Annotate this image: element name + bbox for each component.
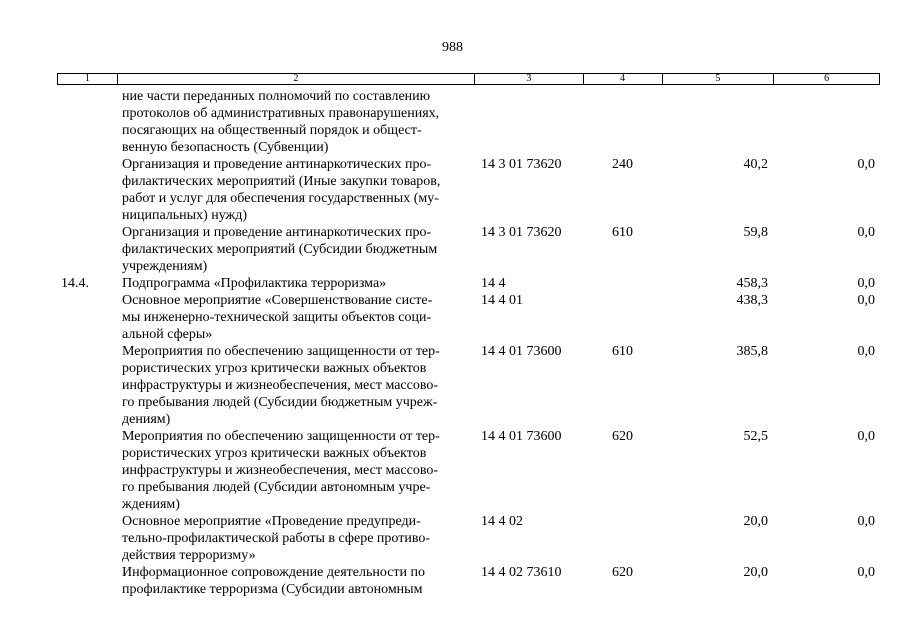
table-row [57,513,880,564]
row-name: Мероприятия по обеспечению защищенности от тер- рористических угроз критически важных объектов инфраструктуры и жизнеобеспечения, мест массово- го пребывания людей (Субсидии автономным учре- ждениям) [122,429,440,512]
row-code: 14 4 01 73600 [481,429,562,444]
row-amount: 40,2 [743,157,768,172]
table-header [57,73,880,85]
column-header-2: 2 [118,74,475,84]
row-code: 14 3 01 73620 [481,225,562,240]
table-row [57,343,880,428]
row-extra: 0,0 [857,514,875,529]
row-name: Мероприятия по обеспечению защищенности от тер- рористических угроз критически важных объектов инфраструктуры и жизнеобеспечения, мест массово- го пребывания людей (Субсидии бюджетным учреж- дениям) [122,344,440,427]
column-header-6: 6 [824,73,830,84]
row-extra: 0,0 [857,276,875,291]
row-amount: 385,8 [736,344,768,359]
row-code: 14 4 02 73610 [481,565,562,580]
column-header-5: 5 [663,74,775,84]
row-name: Организация и проведение антинаркотических про- филактических мероприятий (Субсидии бюджетным учреждениям) [122,225,438,274]
row-amount: 20,0 [743,514,768,529]
row-code: 14 4 [481,276,506,291]
row-name: Информационное сопровождение деятельности по профилактике терроризма (Субсидии автономным [122,565,426,597]
row-extra: 0,0 [857,565,875,580]
table-row [57,156,880,224]
table-row [57,428,880,513]
row-type: 620 [612,429,633,444]
row-amount: 458,3 [736,276,768,291]
table-row [57,224,880,275]
table-row [57,275,880,292]
column-header-1: 1 [58,74,118,84]
row-code: 14 4 01 73600 [481,344,562,359]
row-amount: 52,5 [743,429,768,444]
row-type: 240 [612,157,633,172]
row-extra: 0,0 [857,429,875,444]
row-number: 14.4. [61,276,89,291]
table-row [57,292,880,343]
row-extra: 0,0 [857,293,875,308]
row-extra: 0,0 [857,157,875,172]
row-name: Основное мероприятие «Проведение предупреди- тельно-профилактической работы в сфере противо- действия терроризму» [122,514,431,563]
table-row [57,564,880,598]
row-amount: 20,0 [743,565,768,580]
row-name: Основное мероприятие «Совершенствование систе- мы инженерно-технической защиты объектов соци- альной сферы» [122,293,433,342]
row-amount: 438,3 [736,293,768,308]
row-extra: 0,0 [857,225,875,240]
row-name: Подпрограмма «Профилактика терроризма» [122,276,387,291]
row-extra: 0,0 [857,344,875,359]
row-amount: 59,8 [743,225,768,240]
table-row [57,88,880,156]
row-type: 620 [612,565,633,580]
page-number: 988 [442,40,463,55]
row-type: 610 [612,225,633,240]
row-code: 14 4 02 [481,514,523,529]
table-body [57,88,880,598]
row-code: 14 3 01 73620 [481,157,562,172]
column-header-4: 4 [584,74,663,84]
row-name: ние части переданных полномочий по составлению протоколов об административных правонарушениях, посягающих на общественный порядок и общест- венную безопасность (Субвенции) [122,89,440,155]
column-header-3: 3 [475,74,584,84]
row-type: 610 [612,344,633,359]
row-code: 14 4 01 [481,293,523,308]
row-name: Организация и проведение антинаркотических про- филактических мероприятий (Иные закупки товаров, работ и услуг для обеспечения государственных (му- ниципальных) нужд) [122,157,441,223]
